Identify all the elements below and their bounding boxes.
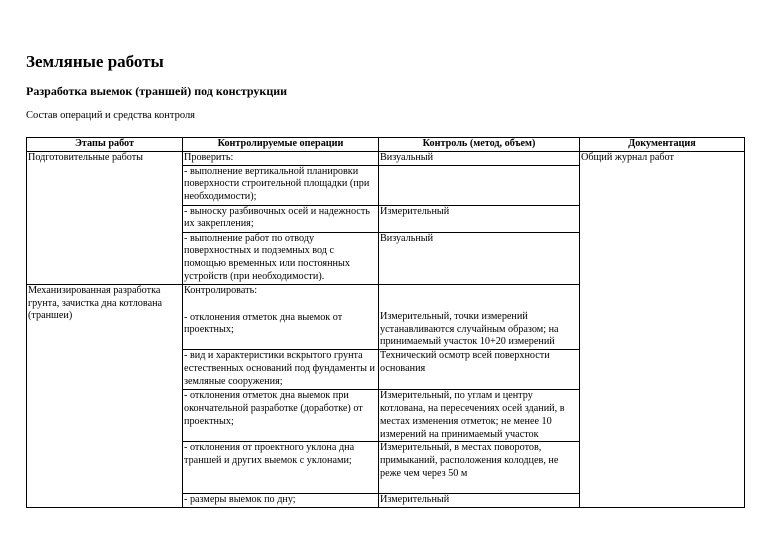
operation-cell: - выполнение работ по отводу поверхностных и подземных вод с помощью временных или постоянных устройств (при необходимости). bbox=[183, 232, 379, 284]
control-cell: Измерительный bbox=[379, 494, 580, 508]
operation-cell: Проверить: bbox=[183, 151, 379, 165]
intro-text: Состав операций и средства контроля bbox=[26, 110, 196, 121]
control-cell: Визуальный bbox=[379, 232, 580, 284]
header-documentation: Документация bbox=[580, 138, 745, 152]
operation-cell: - отклонения отметок дна выемок при окончательной разработке (доработке) от проектных; bbox=[183, 390, 379, 442]
table-row bbox=[27, 151, 745, 165]
control-cell: Технический осмотр всей поверхности основания bbox=[379, 350, 580, 390]
control-cell: Визуальный bbox=[379, 151, 580, 165]
operation-heading: Контролировать: bbox=[184, 284, 258, 296]
control-cell: Измерительный bbox=[379, 205, 580, 232]
stage-cell: Подготовительные работы bbox=[27, 151, 183, 284]
page-title: Земляные работы bbox=[26, 52, 164, 71]
documentation-cell: Общий журнал работ bbox=[580, 151, 745, 508]
table-header-row bbox=[27, 138, 745, 152]
header-stages: Этапы работ bbox=[27, 138, 183, 152]
control-cell: Измерительный, в местах поворотов, примыканий, расположения колодцев, не реже чем через 50 м bbox=[379, 442, 580, 494]
header-control: Контроль (метод, объем) bbox=[379, 138, 580, 152]
operation-cell bbox=[183, 284, 379, 349]
stage-cell: Механизированная разработка грунта, зачистка дна котлована (траншеи) bbox=[27, 284, 183, 508]
section-subtitle: Разработка выемок (траншей) под конструкции bbox=[26, 84, 288, 98]
operation-cell: - вид и характеристики вскрытого грунта естественных оснований под фундаменты и земляные сооружения; bbox=[183, 350, 379, 390]
operation-cell: - отклонения от проектного уклона дна траншей и других выемок с уклонами; bbox=[183, 442, 379, 494]
operation-text: - отклонения отметок дна выемок от проектных; bbox=[184, 311, 343, 336]
control-text: Измерительный, точки измерений устанавливаются случайным образом; на принимаемый участок 10+20 измерений bbox=[380, 310, 559, 348]
header-operations: Контролируемые операции bbox=[183, 138, 379, 152]
control-table bbox=[26, 137, 745, 508]
control-cell bbox=[379, 284, 580, 349]
operation-cell: - выполнение вертикальной планировки поверхности строительной площадки (при необходимости); bbox=[183, 165, 379, 205]
operation-cell: - выноску разбивочных осей и надежность их закрепления; bbox=[183, 205, 379, 232]
control-cell bbox=[379, 165, 580, 205]
control-cell: Измерительный, по углам и центру котлована, на пересечениях осей зданий, в местах изменения отметок; не менее 10 измерений на принимаемый участок bbox=[379, 390, 580, 442]
operation-cell: - размеры выемок по дну; bbox=[183, 494, 379, 508]
